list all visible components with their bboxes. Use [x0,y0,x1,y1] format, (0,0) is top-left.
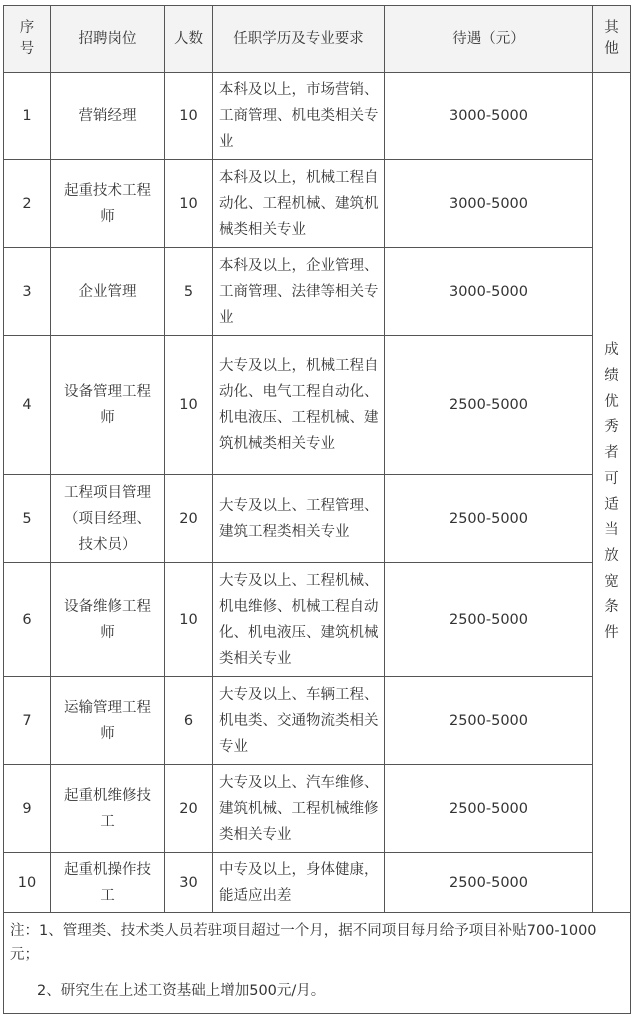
row-requirements: 大专及以上、车辆工程、机电类、交通物流类相关专业 [213,677,385,765]
row-salary: 2500-5000 [385,677,593,765]
row-position: 设备管理工程师 [51,336,165,475]
row-no: 7 [4,677,51,765]
table-row [4,853,631,913]
row-requirements: 本科及以上，企业管理、工商管理、法律等相关专业 [213,248,385,336]
row-salary: 2500-5000 [385,853,593,913]
row-requirements: 本科及以上，市场营销、工商管理、机电类相关专业 [213,73,385,160]
row-salary: 3000-5000 [385,160,593,248]
row-salary: 2500-5000 [385,563,593,677]
header-row [4,6,631,73]
row-count: 10 [165,160,213,248]
table-row [4,563,631,677]
note-line-1: 注：1、管理类、技术类人员若驻项目超过一个月，据不同项目每月给予项目补贴700-1000元； [10,923,597,963]
row-position: 设备维修工程师 [51,563,165,677]
recruitment-table [3,5,631,1014]
row-requirements: 本科及以上，机械工程自动化、工程机械、建筑机械类相关专业 [213,160,385,248]
row-position: 起重技术工程师 [51,160,165,248]
other-note-cell [593,73,631,913]
row-no: 6 [4,563,51,677]
row-requirements: 大专及以上，机械工程自动化、电气工程自动化、机电液压、工程机械、建筑机械类相关专业 [213,336,385,475]
row-count: 30 [165,853,213,913]
header-salary: 待遇（元） [385,6,593,73]
row-count: 20 [165,765,213,853]
note-line-2: 2、研究生在上述工资基础上增加500元/月。 [37,983,326,999]
row-salary: 3000-5000 [385,73,593,160]
row-salary: 2500-5000 [385,475,593,563]
row-no: 4 [4,336,51,475]
table-row [4,336,631,475]
table-row [4,677,631,765]
header-other: 其他 [593,6,631,73]
row-position: 企业管理 [51,248,165,336]
row-count: 20 [165,475,213,563]
row-salary: 2500-5000 [385,765,593,853]
table-row [4,73,631,160]
row-requirements: 大专及以上、工程管理、建筑工程类相关专业 [213,475,385,563]
table-row [4,765,631,853]
row-position: 工程项目管理（项目经理、技术员） [51,475,165,563]
notes-cell [4,913,631,1014]
row-no: 1 [4,73,51,160]
header-count: 人数 [165,6,213,73]
row-no: 2 [4,160,51,248]
other-note: 成绩优秀者可适当放宽条件 [604,342,619,642]
table-row [4,160,631,248]
row-position: 起重机操作技工 [51,853,165,913]
row-count: 10 [165,563,213,677]
notes-row [4,913,631,1014]
row-position: 运输管理工程师 [51,677,165,765]
row-no: 5 [4,475,51,563]
row-count: 10 [165,73,213,160]
row-count: 6 [165,677,213,765]
row-position: 起重机维修技工 [51,765,165,853]
row-salary: 2500-5000 [385,336,593,475]
row-no: 3 [4,248,51,336]
row-position: 营销经理 [51,73,165,160]
row-requirements: 中专及以上，身体健康，能适应出差 [213,853,385,913]
row-count: 5 [165,248,213,336]
row-requirements: 大专及以上、汽车维修、建筑机械、工程机械维修类相关专业 [213,765,385,853]
row-requirements: 大专及以上、工程机械、机电维修、机械工程自动化、机电液压、建筑机械类相关专业 [213,563,385,677]
table-row [4,475,631,563]
row-no: 10 [4,853,51,913]
header-position: 招聘岗位 [51,6,165,73]
table-row [4,248,631,336]
header-requirements: 任职学历及专业要求 [213,6,385,73]
header-no: 序号 [4,6,51,73]
row-count: 10 [165,336,213,475]
row-no: 9 [4,765,51,853]
row-salary: 3000-5000 [385,248,593,336]
